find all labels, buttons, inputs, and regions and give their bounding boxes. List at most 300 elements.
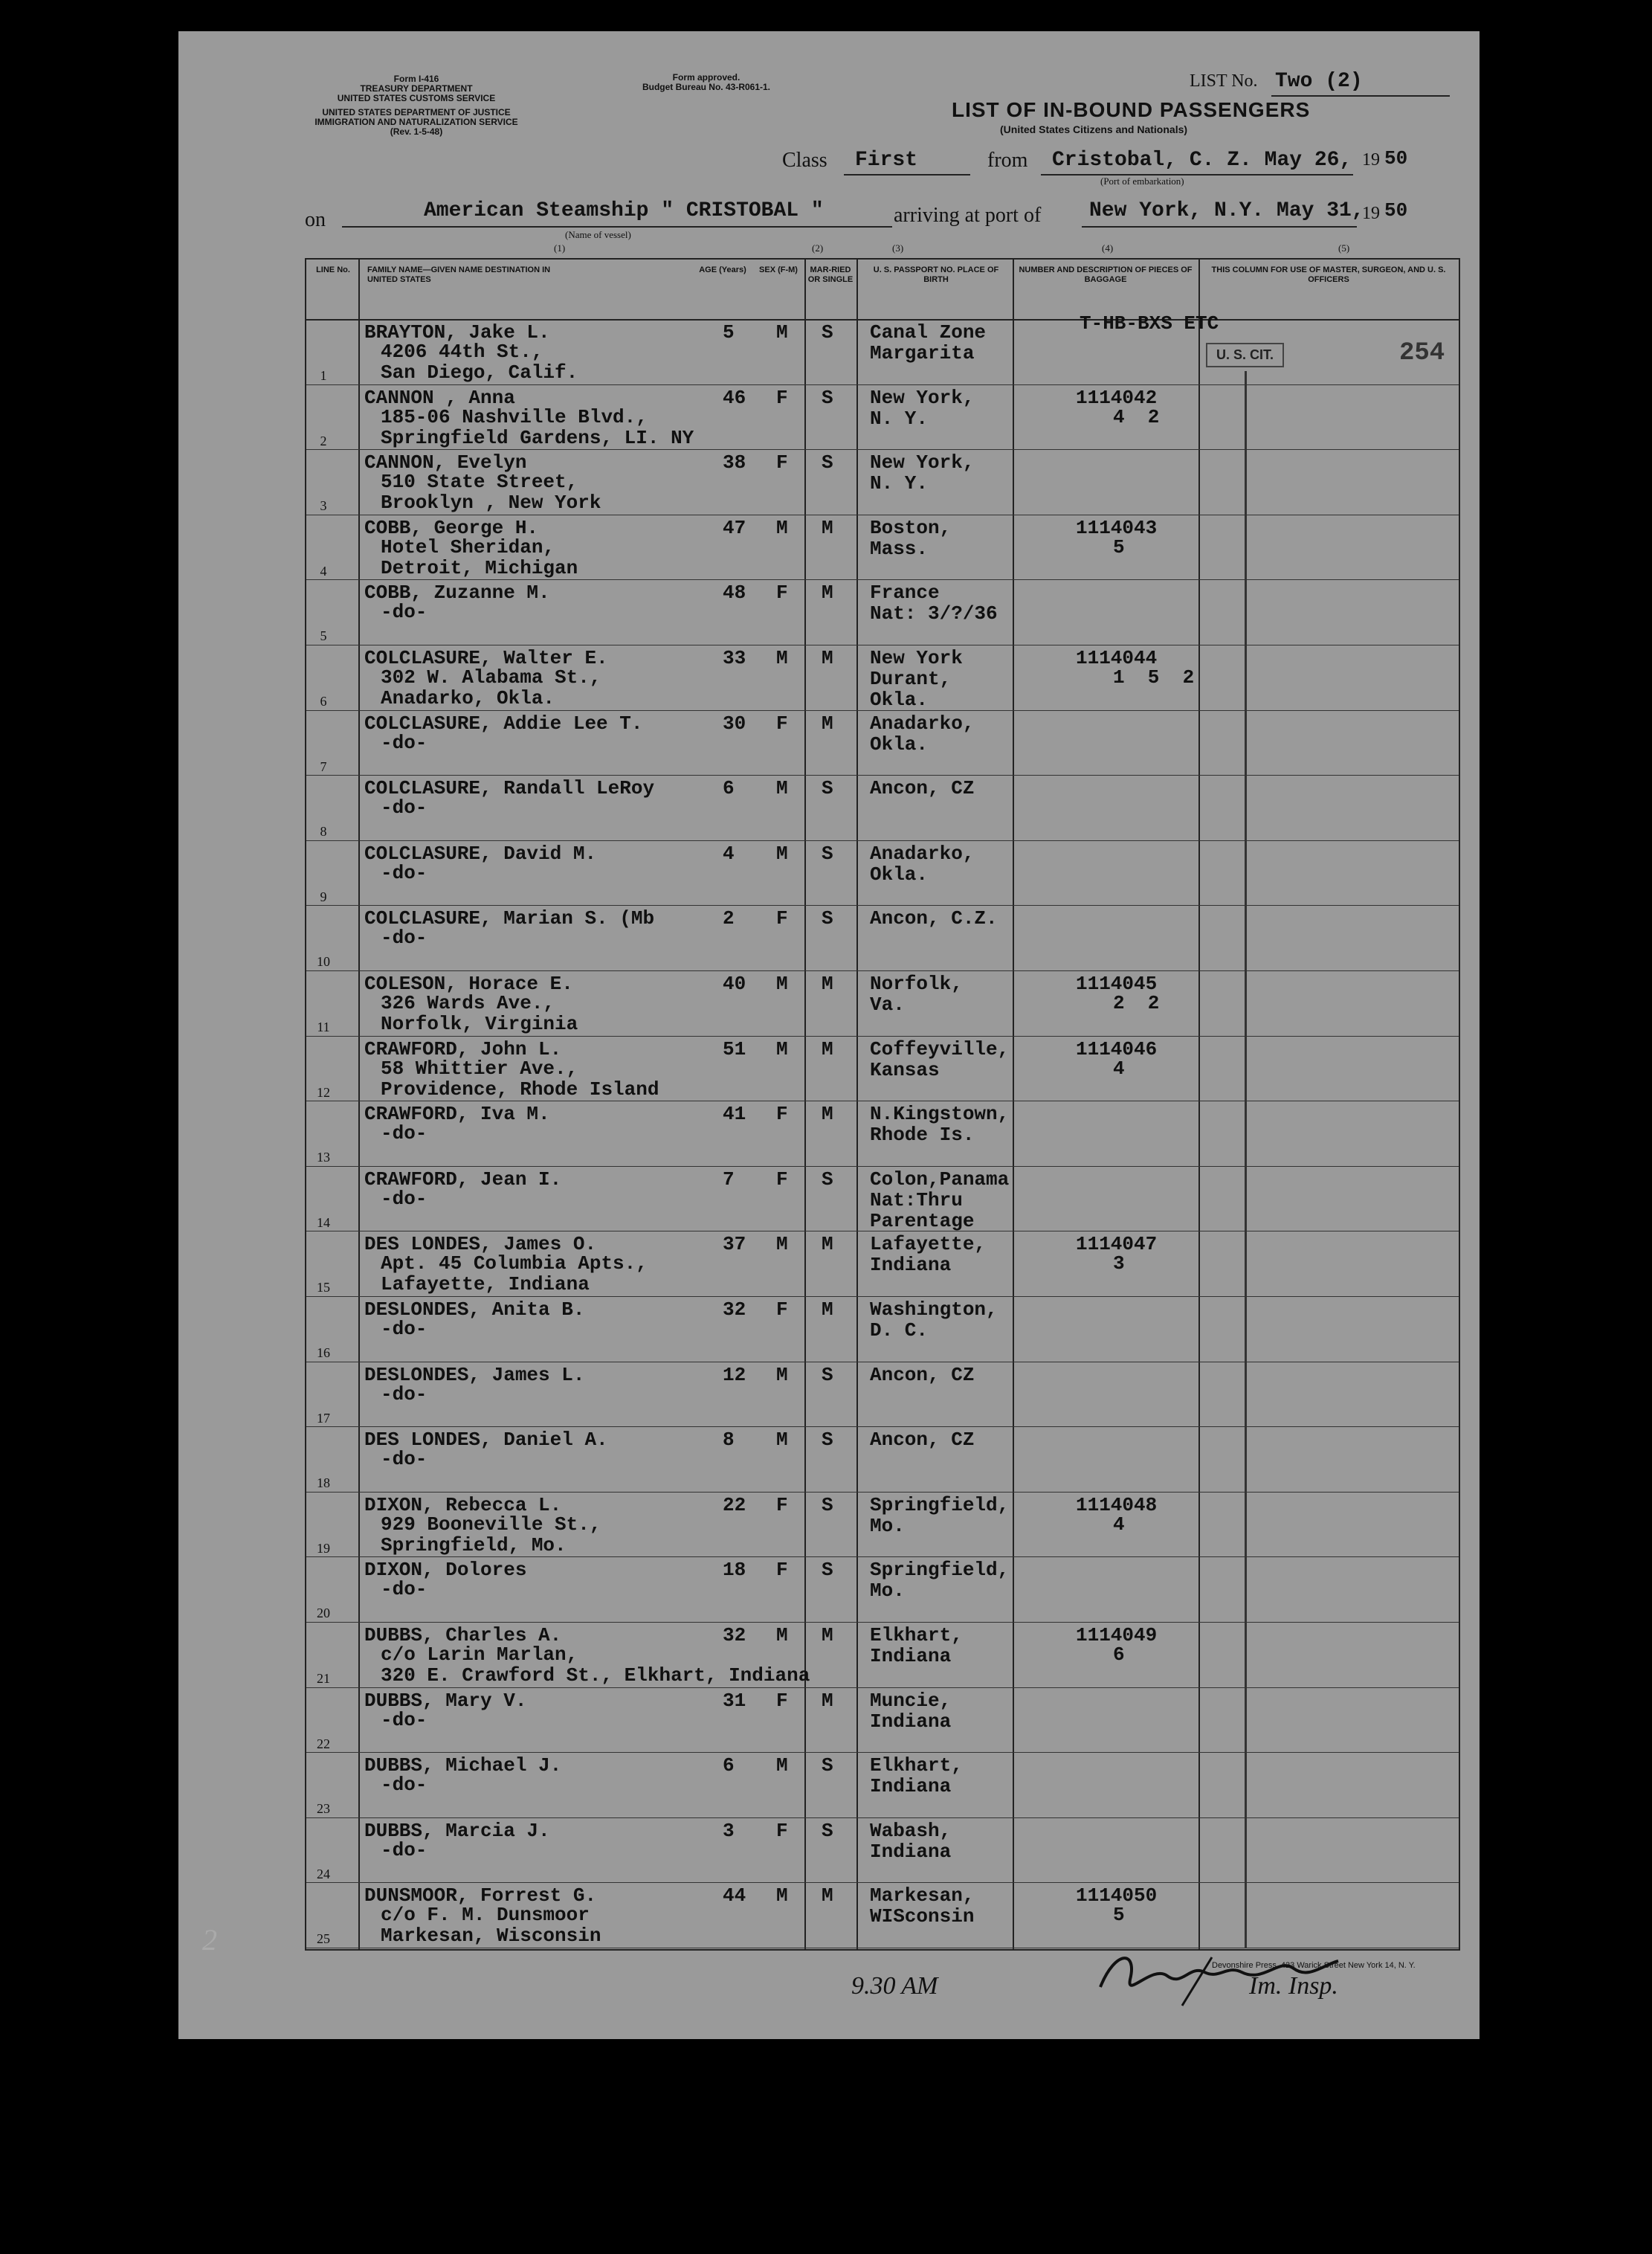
place-of-birth-1: France [870,582,940,605]
line-number: 15 [317,1280,330,1295]
marital-status: M [822,1689,833,1712]
margin-mark: 2 [202,1923,217,1957]
passenger-age: 7 [723,1168,735,1191]
passenger-sex: F [776,386,788,409]
line-number: 9 [320,889,327,904]
passenger-table [305,258,1460,1951]
table-row [306,579,1459,645]
passenger-name: DUBBS, Marcia J. [364,1819,550,1842]
passenger-address-2: Anadarko, Okla. [381,687,555,709]
marital-status: S [822,1168,833,1191]
baggage-pieces: 2 2 [1113,992,1160,1014]
passenger-name: COLCLASURE, Addie Lee T. [364,712,643,735]
passenger-sex: F [776,1819,788,1842]
line-number: 23 [317,1801,330,1817]
table-row [306,1036,1459,1102]
passenger-sex: M [776,1037,788,1060]
from-value: Cristobal, C. Z. May 26, [1052,149,1352,172]
vessel-caption: (Name of vessel) [565,229,631,240]
passenger-age: 6 [723,777,735,800]
col-num-2: (2) [812,242,824,254]
line-number: 13 [317,1150,330,1165]
table-body [306,319,1459,1948]
signature-title: Im. Insp. [1249,1972,1338,2000]
table-row [306,1556,1459,1623]
passenger-address-1: c/o Larin Marlan, [381,1643,578,1666]
marital-status: S [822,321,833,344]
table-row [306,1296,1459,1362]
on-label: on [305,208,326,231]
place-of-birth-1: Washington, [870,1298,998,1321]
passenger-address-1: 58 Whittier Ave., [381,1057,578,1080]
passenger-age: 3 [723,1819,735,1842]
baggage-pieces: 3 [1113,1252,1125,1275]
line-number: 14 [317,1214,330,1230]
marital-status: M [822,1298,833,1321]
passenger-name: DUBBS, Mary V. [364,1689,527,1712]
passenger-name: CRAWFORD, Jean I. [364,1168,562,1191]
passenger-age: 38 [723,451,746,474]
passenger-name: DES LONDES, Daniel A. [364,1429,608,1452]
passenger-age: 44 [723,1884,746,1907]
passenger-sex: M [776,777,788,800]
passenger-manifest-page [178,31,1480,2039]
col-sex-header: SEX (F-M) [759,265,798,274]
baggage-number: 1114045 [1076,973,1158,995]
passenger-age: 31 [723,1689,746,1712]
passenger-name: DIXON, Dolores [364,1559,527,1582]
passenger-name: DIXON, Rebecca L. [364,1493,562,1516]
table-row [306,1492,1459,1558]
place-of-birth-2: Mass. [870,537,929,560]
passenger-name: DUBBS, Charles A. [364,1624,562,1646]
passenger-age: 46 [723,386,746,409]
place-of-birth-2: Indiana [870,1775,952,1798]
col-num-1: (1) [554,242,566,254]
place-of-birth-1: Ancon, CZ [870,777,975,800]
table-row [306,840,1459,907]
place-of-birth-1: Canal Zone [870,321,987,344]
place-of-birth-2: Indiana [870,1710,952,1733]
us-citizen-stamp: U. S. CIT. [1206,343,1284,367]
table-row [306,1817,1459,1884]
baggage-pieces: 4 [1113,1057,1125,1080]
marital-status: M [822,647,833,669]
passenger-age: 6 [723,1754,735,1777]
passenger-name: COLESON, Horace E. [364,973,573,995]
line-number: 20 [317,1606,330,1621]
passenger-name: COBB, George H. [364,516,539,539]
table-row [306,515,1459,581]
table-row [306,1752,1459,1818]
place-of-birth-1: Markesan, [870,1884,975,1907]
passenger-address-2: Detroit, Michigan [381,556,578,579]
place-of-birth-2: Nat:Thru [870,1188,963,1211]
passenger-name: DUNSMOOR, Forrest G. [364,1884,597,1907]
passenger-sex: F [776,451,788,474]
passenger-address-2: Brooklyn , New York [381,492,601,515]
passenger-age: 40 [723,973,746,995]
passenger-age: 33 [723,647,746,669]
arrival-underline [1082,226,1357,228]
passenger-address-1: -do- [381,1774,427,1797]
passenger-sex: M [776,647,788,669]
table-row [306,1166,1459,1232]
col-line-header: LINE No. [316,265,350,274]
passenger-name: CANNON, Evelyn [364,451,527,474]
table-row [306,384,1459,451]
passenger-name: CANNON , Anna [364,386,515,409]
passenger-address-1: -do- [381,927,427,950]
printer-credit: Devonshire Press, 423 Warick Street New York 14, N. Y. [1212,1961,1416,1970]
place-of-birth-2: Mo. [870,1514,905,1537]
place-of-birth-1: Ancon, C.Z. [870,907,998,930]
line-number: 8 [320,824,327,840]
marital-status: S [822,1754,833,1777]
port-embark-caption: (Port of embarkation) [1100,176,1184,187]
place-of-birth-1: Norfolk, [870,973,963,995]
marital-status: S [822,451,833,474]
place-of-birth-2: Rhode Is. [870,1124,975,1147]
marital-status: S [822,1493,833,1516]
count-annotation: 254 [1399,339,1445,367]
passenger-sex: M [776,1233,788,1256]
passenger-sex: F [776,582,788,605]
passenger-age: 48 [723,582,746,605]
vessel-underline [342,226,892,228]
marital-status: S [822,1363,833,1386]
col-officers-header: THIS COLUMN FOR USE OF MASTER, SURGEON, AND U. S. OFFICERS [1211,265,1446,284]
from-underline [1041,174,1353,176]
place-of-birth-2: Va. [870,994,905,1016]
line-number: 24 [317,1866,330,1881]
passenger-address-1: -do- [381,1838,427,1861]
vessel-name: American Steamship " CRISTOBAL " [424,199,824,222]
line-number: 18 [317,1475,330,1491]
table-row [306,710,1459,776]
passenger-sex: F [776,712,788,735]
marital-status: M [822,712,833,735]
place-of-birth-2: Okla. [870,732,929,756]
passenger-address-1: -do- [381,731,427,754]
place-of-birth-1: Springfield, [870,1493,1010,1516]
marital-status: M [822,1233,833,1256]
marital-status: M [822,582,833,605]
marital-status: S [822,907,833,930]
passenger-address-2: Springfield, Mo. [381,1533,567,1556]
baggage-pieces: 4 [1113,1513,1125,1536]
passenger-address-1: -do- [381,601,427,624]
year1-value: 50 [1384,147,1408,170]
line-number: 5 [320,628,327,644]
form-number: Form I-416 [393,74,439,84]
place-of-birth-2: Kansas [870,1058,940,1081]
table-row [306,1687,1459,1754]
line-number: 16 [317,1345,330,1360]
passenger-age: 8 [723,1429,735,1452]
passenger-address-1: 510 State Street, [381,471,578,494]
marital-status: M [822,973,833,995]
passenger-address-1: -do- [381,1448,427,1471]
line-number: 4 [320,563,327,579]
marital-status: S [822,777,833,800]
passenger-age: 12 [723,1363,746,1386]
dept-of-justice: UNITED STATES DEPARTMENT OF JUSTICE [322,107,511,117]
col-passport-header: U. S. PASSPORT NO. PLACE OF BIRTH [873,265,999,284]
baggage-number: 1114042 [1076,386,1158,409]
passenger-address-1: 326 Wards Ave., [381,992,555,1014]
marital-status: M [822,516,833,539]
passenger-name: DESLONDES, Anita B. [364,1298,585,1321]
class-underline [844,174,970,176]
manifest-subtitle: (United States Citizens and Nationals) [1000,123,1188,135]
place-of-birth-1: Elkhart, [870,1624,963,1646]
passenger-sex: F [776,907,788,930]
passenger-age: 51 [723,1037,746,1060]
marital-status: M [822,1884,833,1907]
passenger-name: DUBBS, Michael J. [364,1754,562,1777]
line-number: 25 [317,1931,330,1947]
table-row [306,775,1459,841]
footer-note: 9.30 AM [851,1972,938,2000]
passenger-address-1: c/o F. M. Dunsmoor [381,1904,590,1927]
table-row [306,905,1459,971]
baggage-pieces: 4 2 [1113,405,1160,428]
place-of-birth-1: Ancon, CZ [870,1363,975,1386]
officer-check-line [1245,371,1247,1948]
passenger-address-1: 185-06 Nashville Blvd., [381,405,648,428]
passenger-age: 37 [723,1233,746,1256]
place-of-birth-1: Wabash, [870,1819,952,1842]
passenger-sex: F [776,1559,788,1582]
place-of-birth-3: Okla. [870,689,929,711]
passenger-name: COLCLASURE, Randall LeRoy [364,777,655,800]
passenger-address-1: 929 Booneville St., [381,1513,601,1536]
marital-status: S [822,1429,833,1452]
passenger-sex: M [776,1624,788,1646]
line-number: 10 [317,954,330,970]
passenger-sex: F [776,1168,788,1191]
baggage-number: 1114049 [1076,1624,1158,1646]
place-of-birth-2: Mo. [870,1580,905,1603]
place-of-birth-2: Indiana [870,1254,952,1277]
passenger-address-1: -do- [381,1122,427,1145]
marital-status: M [822,1037,833,1060]
baggage-pieces: 5 [1113,535,1125,558]
baggage-header-note: T-HB-BXS ETC [1080,312,1219,335]
table-row [306,449,1459,515]
col-num-3: (3) [892,242,904,254]
passenger-name: COLCLASURE, Marian S. (Mb [364,907,655,930]
place-of-birth-1: Coffeyville, [870,1037,1010,1060]
year1-prefix: 19 [1362,150,1380,170]
table-row [306,1231,1459,1297]
passenger-name: COLCLASURE, Walter E. [364,647,608,669]
place-of-birth-1: New York [870,647,963,669]
passenger-age: 22 [723,1493,746,1516]
arriving-label: arriving at port of [894,204,1042,227]
marital-status: M [822,1624,833,1646]
passenger-sex: M [776,321,788,344]
passenger-address-1: -do- [381,796,427,820]
place-of-birth-2: N. Y. [870,407,929,430]
passenger-sex: M [776,1363,788,1386]
marital-status: S [822,1559,833,1582]
place-of-birth-1: Muncie, [870,1689,952,1712]
place-of-birth-1: New York, [870,386,975,409]
passenger-address-1: 4206 44th St., [381,341,543,363]
line-number: 19 [317,1540,330,1556]
place-of-birth-2: N. Y. [870,472,929,495]
passenger-sex: M [776,842,788,865]
line-number: 3 [320,498,327,514]
baggage-pieces: 1 5 2 [1113,666,1195,689]
passenger-address-1: -do- [381,1708,427,1731]
place-of-birth-2: WISconsin [870,1905,975,1928]
passenger-sex: M [776,516,788,539]
passenger-sex: M [776,1884,788,1907]
baggage-number: 1114050 [1076,1884,1158,1907]
baggage-number: 1114043 [1076,516,1158,539]
place-of-birth-3: Parentage [870,1209,975,1232]
passenger-address-2: 320 E. Crawford St., Elkhart, Indiana [381,1664,810,1687]
table-row [306,319,1459,385]
col-married-header: MAR-RIED OR SINGLE [807,265,854,284]
place-of-birth-2: Indiana [870,1645,952,1667]
passenger-sex: M [776,1429,788,1452]
place-of-birth-1: Ancon, CZ [870,1429,975,1452]
passenger-address-1: 302 W. Alabama St., [381,666,601,689]
place-of-birth-1: Lafayette, [870,1233,987,1256]
baggage-pieces: 5 [1113,1904,1125,1927]
place-of-birth-2: D. C. [870,1319,929,1342]
baggage-number: 1114047 [1076,1233,1158,1256]
passenger-name: DES LONDES, James O. [364,1233,597,1256]
list-no-label: LIST No. [1190,71,1258,91]
passenger-address-2: Providence, Rhode Island [381,1078,659,1101]
line-number: 21 [317,1671,330,1686]
place-of-birth-1: Anadarko, [870,842,975,865]
passenger-sex: F [776,1493,788,1516]
immigration-service: IMMIGRATION AND NATURALIZATION SERVICE [314,117,518,127]
passenger-sex: F [776,1298,788,1321]
passenger-address-2: Markesan, Wisconsin [381,1925,601,1948]
line-number: 7 [320,759,327,774]
arrival-port: New York, N.Y. May 31, [1089,199,1364,222]
passenger-age: 41 [723,1103,746,1126]
passenger-address-1: -do- [381,1382,427,1405]
manifest-title: LIST OF IN-BOUND PASSENGERS [952,98,1311,121]
place-of-birth-1: Colon,Panama [870,1168,1010,1191]
col-num-4: (4) [1102,242,1114,254]
passenger-address-1: Hotel Sheridan, [381,535,555,558]
passenger-address-1: -do- [381,861,427,884]
passenger-age: 32 [723,1298,746,1321]
year2-value: 50 [1384,199,1408,222]
passenger-address-1: -do- [381,1578,427,1601]
line-number: 6 [320,694,327,709]
marital-status: S [822,386,833,409]
customs-service: UNITED STATES CUSTOMS SERVICE [337,93,496,103]
marital-status: M [822,1103,833,1126]
table-row [306,1362,1459,1428]
place-of-birth-2: Margarita [870,342,975,364]
place-of-birth-2: Okla. [870,863,929,886]
passenger-sex: F [776,1689,788,1712]
passenger-name: DESLONDES, James L. [364,1363,585,1386]
passenger-name: COBB, Zuzanne M. [364,582,550,605]
class-label: Class [782,149,827,172]
passenger-address-2: San Diego, Calif. [381,361,578,384]
year2-prefix: 19 [1362,204,1380,223]
passenger-age: 47 [723,516,746,539]
passenger-age: 2 [723,907,735,930]
place-of-birth-2: Nat: 3/?/36 [870,602,998,625]
place-of-birth-2: Durant, [870,668,952,690]
table-row [306,645,1459,711]
baggage-pieces: 6 [1113,1643,1125,1666]
place-of-birth-1: Springfield, [870,1559,1010,1582]
col-age-header: AGE (Years) [699,265,746,274]
line-number: 17 [317,1410,330,1426]
passenger-name: CRAWFORD, John L. [364,1037,562,1060]
passenger-name: COLCLASURE, David M. [364,842,597,865]
passenger-sex: M [776,973,788,995]
passenger-name: CRAWFORD, Iva M. [364,1103,550,1126]
list-no-value: Two (2) [1275,70,1363,93]
passenger-name: BRAYTON, Jake L. [364,321,550,344]
treasury-dept: TREASURY DEPARTMENT [360,83,473,94]
passenger-address-2: Lafayette, Indiana [381,1273,590,1296]
line-number: 2 [320,433,327,448]
place-of-birth-1: Anadarko, [870,712,975,735]
class-value: First [855,149,918,172]
passenger-age: 32 [723,1624,746,1646]
baggage-number: 1114048 [1076,1493,1158,1516]
passenger-address-2: Springfield Gardens, LI. NY [381,426,694,449]
passenger-address-1: -do- [381,1318,427,1340]
table-row [306,970,1459,1037]
list-no-underline [1271,95,1450,97]
passenger-age: 5 [723,321,735,344]
marital-status: S [822,842,833,865]
col-num-5: (5) [1338,242,1350,254]
passenger-address-1: -do- [381,1187,427,1210]
baggage-number: 1114046 [1076,1037,1158,1060]
from-label: from [987,149,1028,172]
passenger-age: 4 [723,842,735,865]
col-name-header: FAMILY NAME—GIVEN NAME DESTINATION IN UNITED STATES [367,265,551,284]
place-of-birth-1: Elkhart, [870,1754,963,1777]
place-of-birth-1: N.Kingstown, [870,1103,1010,1126]
form-left-block [297,74,535,137]
table-row [306,1426,1459,1493]
place-of-birth-2: Indiana [870,1840,952,1863]
passenger-age: 30 [723,712,746,735]
place-of-birth-1: New York, [870,451,975,474]
table-row [306,1622,1459,1688]
line-number: 11 [317,1020,330,1034]
form-revision: (Rev. 1-5-48) [390,126,443,137]
line-number: 1 [320,368,327,383]
passenger-age: 18 [723,1559,746,1582]
table-row [306,1101,1459,1167]
passenger-address-1: Apt. 45 Columbia Apts., [381,1252,648,1275]
passenger-address-2: Norfolk, Virginia [381,1013,578,1035]
col-baggage-header: NUMBER AND DESCRIPTION OF PIECES OF BAGGAGE [1019,265,1193,284]
passenger-sex: F [776,1103,788,1126]
line-number: 22 [317,1736,330,1751]
